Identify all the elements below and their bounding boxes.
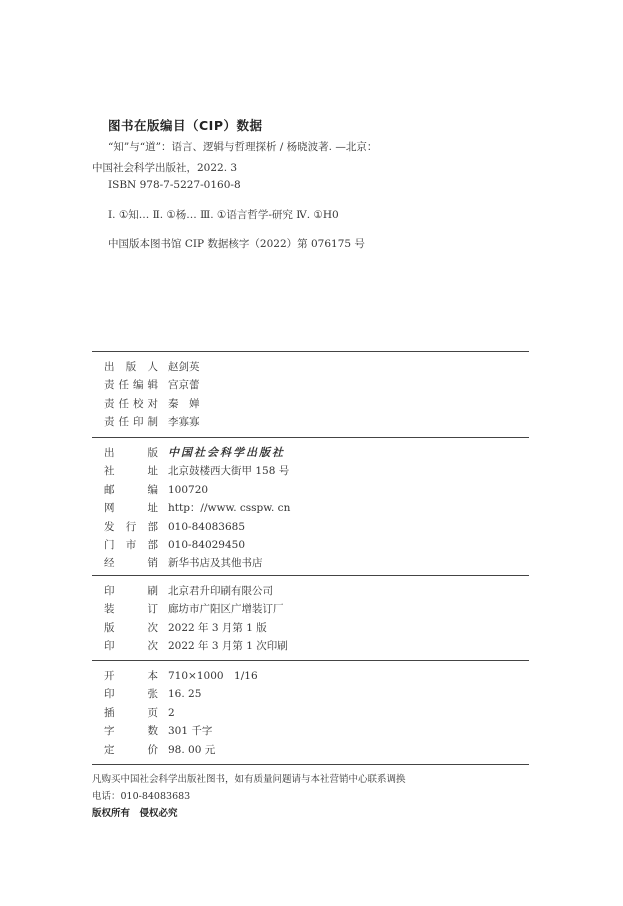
staff-block bbox=[104, 358, 200, 432]
publisher-row bbox=[104, 518, 290, 536]
printing-label: 版 次 bbox=[104, 621, 158, 634]
staff-row bbox=[104, 376, 200, 394]
staff-value: 李寡寡 bbox=[168, 416, 200, 429]
publisher-label: 网 址 bbox=[104, 502, 158, 515]
divider bbox=[92, 764, 529, 765]
cip-line-2: 中国社会科学出版社，2022. 3 bbox=[92, 162, 238, 174]
specs-row bbox=[104, 722, 258, 740]
printing-value: 北京君升印刷有限公司 bbox=[168, 585, 273, 597]
specs-block bbox=[104, 667, 258, 759]
publisher-value: 010-84083685 bbox=[168, 520, 246, 533]
staff-row bbox=[104, 395, 200, 413]
publisher-value: 010-84029450 bbox=[168, 538, 246, 551]
cip-line-1: “知”与“道”：语言、逻辑与哲理探析 / 杨晓波著. —北京： bbox=[108, 141, 378, 153]
specs-row bbox=[104, 685, 258, 703]
publisher-label: 经 销 bbox=[104, 557, 158, 570]
specs-row bbox=[104, 667, 258, 685]
printing-label: 装 订 bbox=[104, 603, 158, 616]
staff-label: 出 版 人 bbox=[104, 361, 158, 373]
footer-notice: 凡购买中国社会科学出版社图书，如有质量问题请与本社营销中心联系调换 bbox=[92, 774, 406, 785]
specs-value: 2 bbox=[168, 706, 175, 719]
staff-row bbox=[104, 358, 200, 376]
specs-label: 印 张 bbox=[104, 688, 158, 701]
publisher-logo: 中国社会科学出版社 bbox=[168, 446, 285, 459]
specs-label: 字 数 bbox=[104, 725, 158, 738]
publisher-row bbox=[104, 462, 290, 480]
publisher-website: http：//www. csspw. cn bbox=[168, 502, 291, 515]
publisher-value: 北京鼓楼西大街甲 158 号 bbox=[168, 465, 290, 478]
publisher-label: 社 址 bbox=[104, 465, 158, 478]
divider bbox=[92, 575, 529, 576]
printing-label: 印 次 bbox=[104, 640, 158, 653]
footer-phone: 电话：010-84083683 bbox=[92, 791, 191, 802]
divider bbox=[92, 437, 529, 438]
publisher-row bbox=[104, 444, 290, 462]
specs-value: 710×1000 1/16 bbox=[168, 670, 258, 682]
cip-isbn: ISBN 978-7-5227-0160-8 bbox=[108, 179, 241, 191]
printing-row bbox=[104, 600, 288, 618]
publisher-value: 100720 bbox=[168, 483, 209, 496]
printing-value: 2022 年 3 月第 1 次印刷 bbox=[168, 640, 288, 653]
publisher-row bbox=[104, 499, 290, 517]
cip-classification: Ⅰ. ①知… Ⅱ. ①杨… Ⅲ. ①语言哲学-研究 Ⅳ. ①H0 bbox=[108, 209, 339, 221]
specs-label: 插 页 bbox=[104, 706, 158, 719]
publisher-block bbox=[104, 444, 290, 573]
printing-label: 印 刷 bbox=[104, 585, 158, 597]
publisher-label: 出 版 bbox=[104, 447, 158, 459]
specs-row bbox=[104, 704, 258, 722]
copyright-notice: 版权所有 侵权必究 bbox=[92, 808, 178, 819]
divider bbox=[92, 660, 529, 661]
staff-value: 宫京蕾 bbox=[168, 379, 200, 392]
staff-label: 责 任 编 辑 bbox=[104, 379, 158, 392]
publisher-row bbox=[104, 481, 290, 499]
divider bbox=[92, 351, 529, 352]
publisher-value: 新华书店及其他书店 bbox=[168, 557, 263, 570]
cip-title: 图书在版编目（CIP）数据 bbox=[108, 118, 263, 133]
staff-label: 责 任 校 对 bbox=[104, 397, 158, 410]
publisher-row bbox=[104, 536, 290, 554]
printing-row bbox=[104, 637, 288, 655]
printing-row bbox=[104, 582, 288, 600]
staff-row bbox=[104, 413, 200, 431]
printing-block bbox=[104, 582, 288, 656]
printing-value: 廊坊市广阳区广增装订厂 bbox=[168, 603, 284, 616]
specs-value: 16. 25 bbox=[168, 688, 202, 701]
publisher-label: 邮 编 bbox=[104, 483, 158, 496]
specs-label: 开 本 bbox=[104, 670, 158, 682]
specs-row bbox=[104, 741, 258, 759]
printing-value: 2022 年 3 月第 1 版 bbox=[168, 621, 267, 634]
cip-record-number: 中国版本图书馆 CIP 数据核字（2022）第 076175 号 bbox=[108, 238, 365, 250]
staff-value: 秦 婵 bbox=[168, 397, 200, 410]
publisher-label: 门 市 部 bbox=[104, 538, 158, 551]
specs-value: 98. 00 元 bbox=[168, 743, 216, 756]
specs-value: 301 千字 bbox=[168, 725, 213, 738]
staff-label: 责 任 印 制 bbox=[104, 416, 158, 429]
specs-label: 定 价 bbox=[104, 743, 158, 756]
staff-value: 赵剑英 bbox=[168, 361, 200, 373]
publisher-row bbox=[104, 554, 290, 572]
publisher-label: 发 行 部 bbox=[104, 520, 158, 533]
printing-row bbox=[104, 619, 288, 637]
